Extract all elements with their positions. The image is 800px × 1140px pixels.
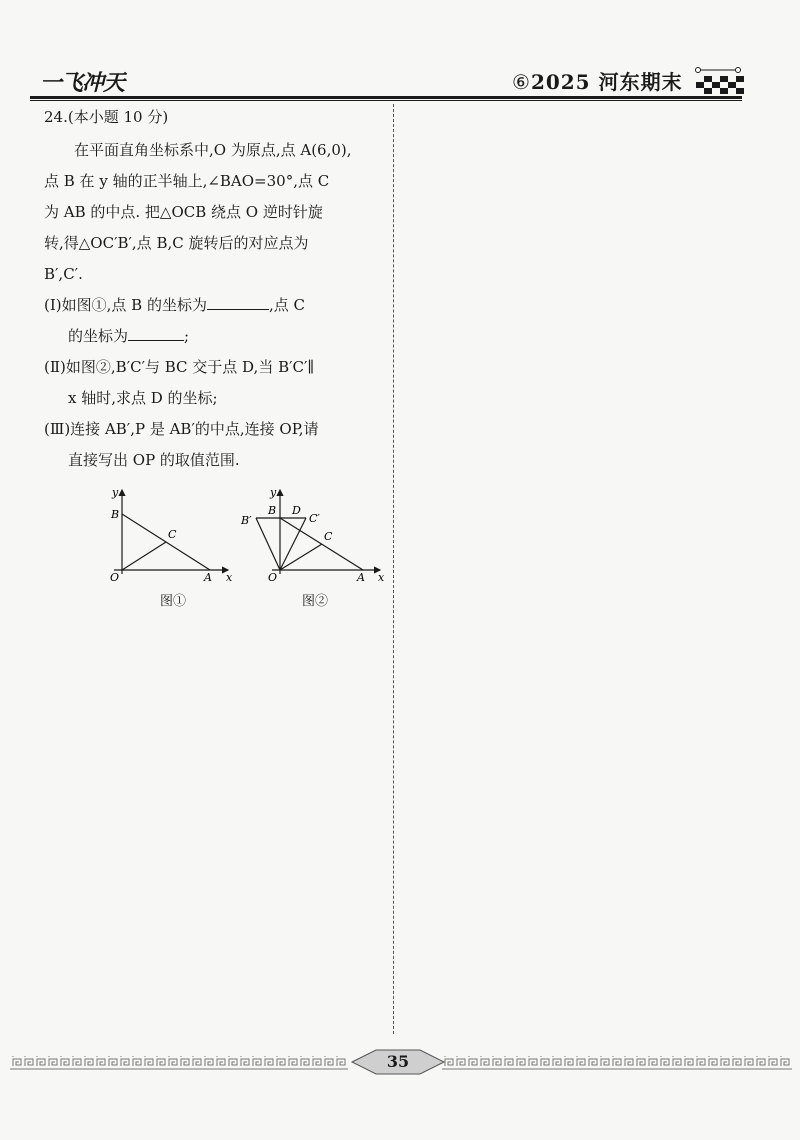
header-title [512,66,683,95]
label-a: A [204,571,212,584]
part-1 [44,290,394,352]
header-rule-thin [30,100,742,101]
part-3 [44,414,394,476]
brand-logo: 一飞冲天 [40,71,125,96]
part2-text: (Ⅱ)如图②,B′C′与 BC 交于点 D,当 B′C′∥ [44,358,315,376]
checker-decoration [692,66,744,96]
label-b: B [268,504,277,517]
header-rule [30,96,742,99]
part1-text: ,点 C [268,296,305,314]
label-x: x [378,571,385,584]
figure-2-caption: 图② [302,594,329,609]
answer-blank-c[interactable] [128,326,184,341]
answer-blank-b[interactable] [207,295,269,310]
label-y: y [112,486,119,499]
stem-line: 为 AB 的中点. 把△OCB 绕点 O 逆时针旋 [44,203,323,221]
stem-line: 转,得△OC′B′,点 B,C 旋转后的对应点为 [44,234,309,252]
label-a: A [357,571,365,584]
question-heading: 24.(本小题 10 分) [44,108,169,126]
header-title-text: 2025 河东期末 [530,70,683,94]
part1-line2 [44,321,394,352]
label-b-prime: B′ [241,514,252,527]
label-o: O [268,571,278,584]
stem-line: B′,C′. [44,265,83,283]
label-o: O [110,571,120,584]
question-stem [44,135,394,290]
figure-1-caption: 图① [160,594,187,609]
label-c: C [324,530,333,543]
figure-2 [238,484,388,584]
segment-o-bp [256,518,280,570]
label-y: y [270,486,277,499]
part1-text: ; [184,327,190,345]
stem-line: 在平面直角坐标系中,O 为原点,点 A(6,0), [74,141,352,159]
part1-text: 的坐标为 [68,327,129,345]
stem-line: 点 B 在 y 轴的正半轴上,∠BAO=30°,点 C [44,172,330,190]
figure-1-diagram [100,484,240,584]
part-2 [44,352,394,414]
label-c-prime: C′ [309,512,320,525]
label-c: C [168,528,177,541]
figure-1 [100,484,240,584]
label-b: B [111,508,120,521]
edition-mark: ⑥ [512,70,531,94]
page-header [0,0,800,110]
part2-text: x 轴时,求点 D 的坐标; [68,389,218,407]
segment-oc [122,542,166,570]
part3-text: (Ⅲ)连接 AB′,P 是 AB′的中点,连接 OP,请 [44,420,319,438]
part1-text: (Ⅰ)如图①,点 B 的坐标为 [44,296,207,314]
figure-2-diagram [238,484,388,584]
page-number: 35 [386,1052,410,1071]
question-24 [44,106,394,476]
label-x: x [226,571,233,584]
label-d: D [292,504,301,517]
part3-text: 直接写出 OP 的取值范围. [68,451,240,469]
